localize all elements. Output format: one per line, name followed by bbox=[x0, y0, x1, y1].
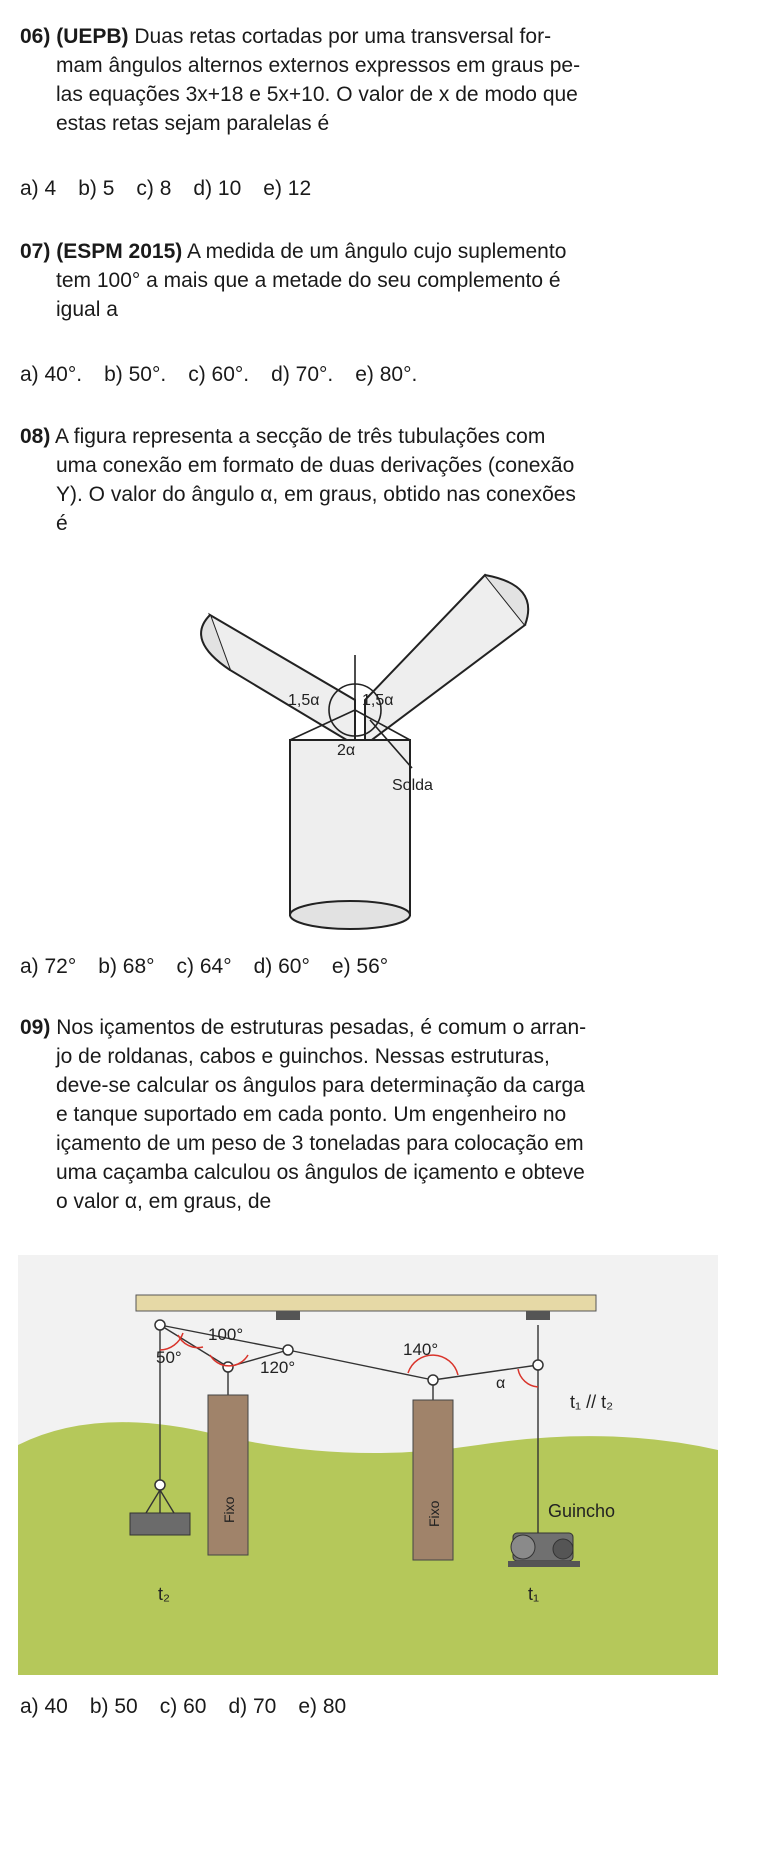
beam-anchor-1 bbox=[276, 1311, 300, 1320]
option-c: c) 60°. bbox=[188, 363, 250, 386]
angle-label-140: 140° bbox=[403, 1340, 439, 1359]
question-08-number: 08) bbox=[20, 425, 51, 448]
question-09 bbox=[20, 1013, 758, 1216]
question-06-line-2: mam ângulos alternos externos expressos em graus pe- bbox=[56, 54, 581, 77]
option-b: b) 50 bbox=[89, 1695, 138, 1718]
question-06-line-1 bbox=[20, 22, 758, 51]
question-09-line-5: içamento de um peso de 3 toneladas para colocação em bbox=[56, 1132, 584, 1155]
line-label-t1: t₁ bbox=[528, 1584, 540, 1604]
question-09-line-1 bbox=[20, 1013, 758, 1042]
angle-label-100: 100° bbox=[208, 1325, 244, 1344]
question-06-source: (UEPB) bbox=[56, 25, 129, 48]
parallel-note: t₁ // t₂ bbox=[570, 1392, 614, 1412]
question-06-line-3: las equações 3x+18 e 5x+10. O valor de x de modo que bbox=[56, 83, 578, 106]
question-08-options bbox=[20, 955, 388, 979]
question-09-options bbox=[20, 1695, 346, 1719]
question-06-options bbox=[20, 177, 311, 201]
grass-ground bbox=[18, 1422, 718, 1675]
question-08-line-2: uma conexão em formato de duas derivações (conexão bbox=[56, 454, 575, 477]
lifting-rig-figure bbox=[18, 1255, 718, 1675]
question-09-line-3: deve-se calcular os ângulos para determinação da carga bbox=[56, 1074, 585, 1097]
option-e: e) 80 bbox=[298, 1695, 347, 1718]
question-06-number: 06) bbox=[20, 25, 51, 48]
post-label-1: Fixo bbox=[221, 1496, 237, 1523]
option-d: d) 10 bbox=[193, 177, 242, 200]
option-c: c) 8 bbox=[136, 177, 172, 200]
angle-label-120: 120° bbox=[260, 1358, 296, 1377]
option-a: a) 4 bbox=[20, 177, 57, 200]
fixed-post-2 bbox=[413, 1400, 453, 1560]
question-07-line-1 bbox=[20, 237, 758, 266]
option-b: b) 5 bbox=[78, 177, 115, 200]
label-weld: Solda bbox=[392, 777, 433, 794]
option-a: a) 40 bbox=[20, 1695, 68, 1718]
post-label-2: Fixo bbox=[426, 1500, 442, 1527]
option-c: c) 60 bbox=[159, 1695, 207, 1718]
option-a: a) 72° bbox=[20, 955, 77, 978]
y-pipe-figure bbox=[190, 560, 550, 945]
label-right-angle: 1,5α bbox=[362, 692, 394, 709]
question-09-line-7: o valor α, em graus, de bbox=[56, 1190, 272, 1213]
question-08 bbox=[20, 422, 758, 538]
question-09-line-2: jo de roldanas, cabos e guinchos. Nessas estruturas, bbox=[56, 1045, 550, 1068]
top-beam bbox=[136, 1295, 596, 1311]
question-06-text-1: Duas retas cortadas por uma transversal for- bbox=[134, 25, 552, 48]
question-09-number: 09) bbox=[20, 1016, 51, 1039]
question-08-line-1 bbox=[20, 422, 758, 451]
beam-anchor-2 bbox=[526, 1311, 550, 1320]
question-07-options bbox=[20, 363, 417, 387]
question-07-text-1: A medida de um ângulo cujo suplemento bbox=[186, 240, 567, 263]
option-e: e) 56° bbox=[331, 955, 389, 978]
question-09-text-1: Nos içamentos de estruturas pesadas, é comum o arran- bbox=[56, 1016, 587, 1039]
angle-label-alpha: α bbox=[496, 1375, 506, 1392]
option-e: e) 12 bbox=[263, 177, 312, 200]
option-d: d) 70 bbox=[228, 1695, 277, 1718]
question-06 bbox=[20, 22, 758, 138]
option-b: b) 68° bbox=[98, 955, 155, 978]
question-07-number: 07) bbox=[20, 240, 51, 263]
option-a: a) 40°. bbox=[20, 363, 83, 386]
question-08-line-3: Y). O valor do ângulo α, em graus, obtido nas conexões bbox=[56, 483, 576, 506]
question-07-line-2: tem 100° a mais que a metade do seu complemento é bbox=[56, 269, 561, 292]
question-09-line-6: uma caçamba calculou os ângulos de içamento e obteve bbox=[56, 1161, 585, 1184]
label-bottom-angle: 2α bbox=[337, 742, 356, 759]
pipe-right-branch bbox=[365, 575, 528, 745]
question-07 bbox=[20, 237, 758, 324]
question-09-line-4: e tanque suportado em cada ponto. Um engenheiro no bbox=[56, 1103, 567, 1126]
pipe-left-branch bbox=[201, 615, 355, 745]
question-07-line-3: igual a bbox=[56, 298, 118, 321]
pipe-vertical-branch bbox=[290, 740, 410, 929]
angle-label-50: 50° bbox=[156, 1348, 182, 1367]
option-d: d) 70°. bbox=[271, 363, 334, 386]
line-label-t2: t₂ bbox=[158, 1584, 170, 1604]
winch bbox=[508, 1533, 580, 1567]
option-c: c) 64° bbox=[176, 955, 232, 978]
question-08-text-1: A figura representa a secção de três tubulações com bbox=[55, 425, 546, 448]
fixed-post-1 bbox=[208, 1395, 248, 1555]
option-e: e) 80°. bbox=[355, 363, 418, 386]
option-d: d) 60° bbox=[253, 955, 310, 978]
winch-label: Guincho bbox=[548, 1501, 616, 1521]
question-07-source: (ESPM 2015) bbox=[56, 240, 183, 263]
option-b: b) 50°. bbox=[104, 363, 167, 386]
label-left-angle: 1,5α bbox=[288, 692, 320, 709]
question-06-line-4: estas retas sejam paralelas é bbox=[56, 112, 330, 135]
question-08-line-4: é bbox=[56, 512, 68, 535]
